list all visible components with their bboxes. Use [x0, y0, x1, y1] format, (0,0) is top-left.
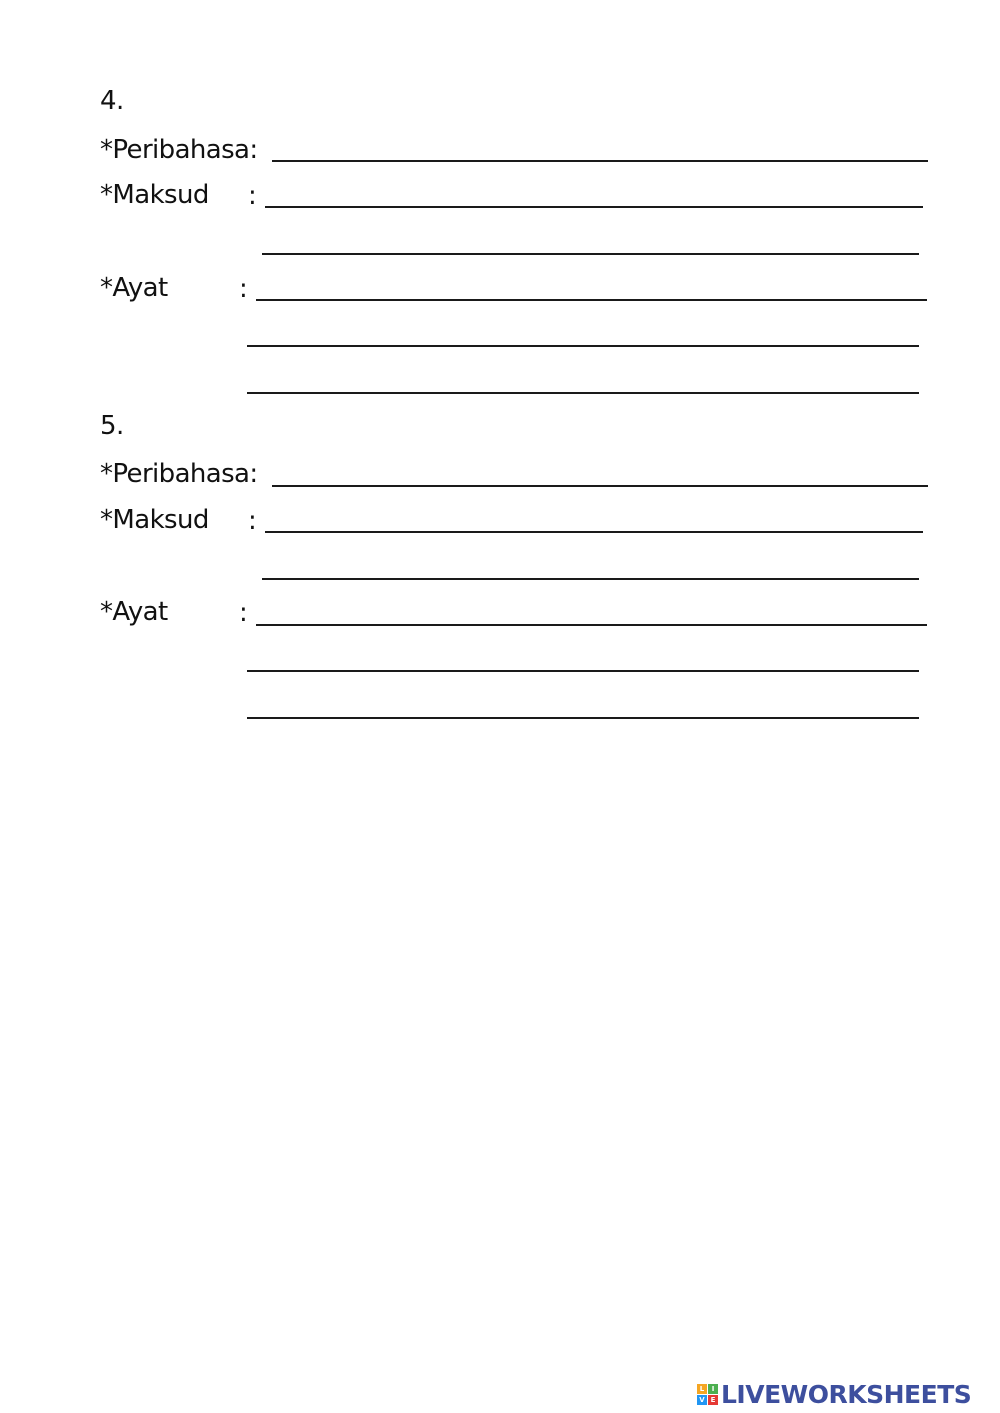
peribahasa-label: *Peribahasa: — [100, 135, 258, 165]
maksud-label: *Maksud — [100, 505, 209, 535]
maksud-colon: : — [248, 181, 257, 211]
logo-letter-l: L — [697, 1384, 707, 1394]
maksud-colon: : — [248, 506, 257, 536]
ayat-answer-line-3[interactable] — [247, 717, 919, 719]
logo-letter-e: E — [708, 1395, 718, 1405]
ayat-answer-line-1[interactable] — [256, 624, 927, 626]
ayat-colon: : — [239, 598, 248, 628]
brand-text: LIVEWORKSHEETS — [721, 1379, 972, 1409]
liveworksheets-logo — [697, 1381, 971, 1407]
logo-letter-i: I — [708, 1384, 718, 1394]
logo-mark-icon — [697, 1384, 718, 1405]
ayat-label: *Ayat — [100, 597, 168, 627]
ayat-answer-line-1[interactable] — [256, 299, 927, 301]
maksud-answer-line-1[interactable] — [265, 206, 923, 208]
maksud-label: *Maksud — [100, 180, 209, 210]
ayat-answer-line-3[interactable] — [247, 392, 919, 394]
maksud-answer-line-1[interactable] — [265, 531, 923, 533]
ayat-answer-line-2[interactable] — [247, 345, 919, 347]
maksud-answer-line-2[interactable] — [262, 253, 919, 255]
maksud-answer-line-2[interactable] — [262, 578, 919, 580]
ayat-label: *Ayat — [100, 273, 168, 303]
peribahasa-answer-line[interactable] — [272, 485, 928, 487]
peribahasa-label: *Peribahasa: — [100, 459, 258, 489]
logo-letter-v: V — [697, 1395, 707, 1405]
question-number: 5. — [100, 411, 124, 441]
peribahasa-answer-line[interactable] — [272, 160, 928, 162]
ayat-answer-line-2[interactable] — [247, 670, 919, 672]
ayat-colon: : — [239, 274, 248, 304]
question-number: 4. — [100, 86, 124, 116]
